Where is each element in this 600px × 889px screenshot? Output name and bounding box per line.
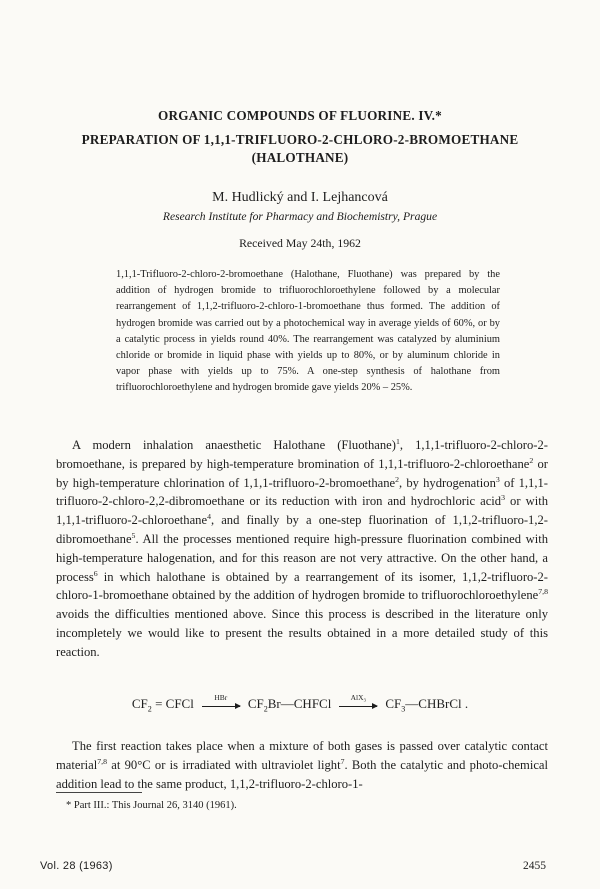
reaction-equation	[0, 693, 600, 714]
body-paragraph-2	[56, 737, 548, 793]
text-run: A modern inhalation anaesthetic Halothane (Fluothane)	[72, 438, 396, 452]
eq-subscript: 3	[401, 704, 406, 714]
reference-mark: 7,8	[538, 587, 548, 597]
eq-text: CF	[247, 696, 264, 711]
text-run: in which halothane is obtained by a rearrangement of its isomer, 1,1,2-trifluoro-2-chloro-1-bromoethane obtained by the addition of hydrogen bromide to trifluorochloroethylene	[56, 569, 548, 603]
arrow-label: AlX₃	[350, 693, 367, 703]
reference-mark: 4	[207, 512, 211, 521]
text-run: . Both the catalytic and photo-chemical addition lead to the same product, 1,1,2-trifluoro-2-chloro-1-	[56, 757, 548, 791]
paper-title-line2	[40, 131, 560, 167]
reaction-arrow-1	[202, 693, 240, 707]
footnote: * Part III.: This Journal 26, 3140 (1961).	[66, 800, 237, 811]
eq-text: = CFCl	[151, 696, 194, 711]
text-run: at 90°C or is irradiated with ultraviolet light	[107, 757, 341, 772]
eq-subscript: 2	[147, 704, 152, 714]
reference-mark: 2	[529, 455, 534, 465]
body-paragraph-1	[56, 436, 548, 662]
reference-mark: 2	[395, 474, 400, 484]
eq-text: —CHBrCl .	[405, 696, 469, 711]
reaction-arrow-2	[339, 693, 377, 707]
reference-mark: 6	[93, 568, 98, 578]
text-run: The first reaction takes place when a mixture of both gases is passed over catalytic contact material	[56, 739, 548, 772]
reference-mark: 1	[395, 436, 400, 446]
footnote-divider	[56, 792, 142, 793]
reference-mark: 3	[501, 493, 505, 503]
affiliation: Research Institute for Pharmacy and Biochemistry, Prague	[162, 210, 438, 223]
text-run: , 1,1,1-trifluoro-2-chloro-2-bromoethane, is prepared by high-temperature bromination of 1,1,1-trifluoro-2-chloroethane	[56, 438, 548, 471]
paper-title-line2-text: PREPARATION OF 1,1,1-TRIFLUORO-2-CHLORO-2-BROMOETHANE	[81, 132, 519, 147]
eq-text: CF	[131, 696, 148, 711]
reference-mark: 5	[131, 530, 136, 540]
eq-text: CF	[385, 696, 402, 711]
paper-title-line3-text: (HALOTHANE)	[251, 150, 349, 165]
text-run: , and finally by a one-step fluorination of 1,1,2-trifluoro-1,2-dibromoethane	[56, 513, 548, 546]
eq-subscript: 2	[263, 704, 268, 714]
received-date: Received May 24th, 1962	[239, 236, 361, 250]
text-run: avoids the difficulties mentioned above. Since this process is described in the literature only incompletely we would like to present the results obtained in a more detailed study of this reaction.	[56, 607, 548, 659]
text-run: or by high-temperature chlorination of 1,1,1-trifluoro-2-bromoethane	[56, 456, 549, 490]
text-run: of 1,1,1-trifluoro-2-chloro-2,2-dibromoethane or its reduction with iron and hydrochloric acid	[56, 475, 548, 509]
reference-mark: 7,8	[97, 756, 108, 766]
page-number: 2455	[523, 860, 546, 872]
reference-mark: 7	[340, 756, 345, 766]
arrow-label: HBr	[214, 693, 228, 703]
eq-text: Br—CHFCl	[267, 696, 332, 711]
text-run: , by hydrogenation	[399, 475, 496, 490]
abstract: 1,1,1-Trifluoro-2-chloro-2-bromoethane (Halothane, Fluothane) was prepared by the addition of hydrogen bromide to trifluorochloroethylene followed by a molecular rearrangement of 1,1,2-trifluoro-2-chloro-1-bromoethane thus formed. The addition of hydrogen bromide was carried out by a photochemical way in average yields of 60%, or by a catalytic process in yields round 40%. The rearrangement was catalyzed by aluminium chloride or bromide in liquid phase with yields up to 80%, or by aluminum chloride in vapor phase with yields up to 75%. A one-step synthesis of halothane from trifluorochloroethylene and hydrogen bromide gave yields 20% – 25%.	[116, 269, 500, 394]
journal-volume: Vol. 28 (1963)	[40, 860, 113, 872]
text-run: or with 1,1,1-trifluoro-2-chloroethane	[56, 494, 548, 528]
reference-mark: 3	[495, 474, 500, 484]
authors: M. Hudlický and I. Lejhancová	[212, 190, 388, 205]
paper-title-line1: ORGANIC COMPOUNDS OF FLUORINE. IV.*	[158, 108, 442, 123]
text-run: . All the processes mentioned require high-pressure fluorination combined with high-temperature halogenation, and for this reason are not very attractive. On the other hand, a process	[56, 531, 548, 584]
